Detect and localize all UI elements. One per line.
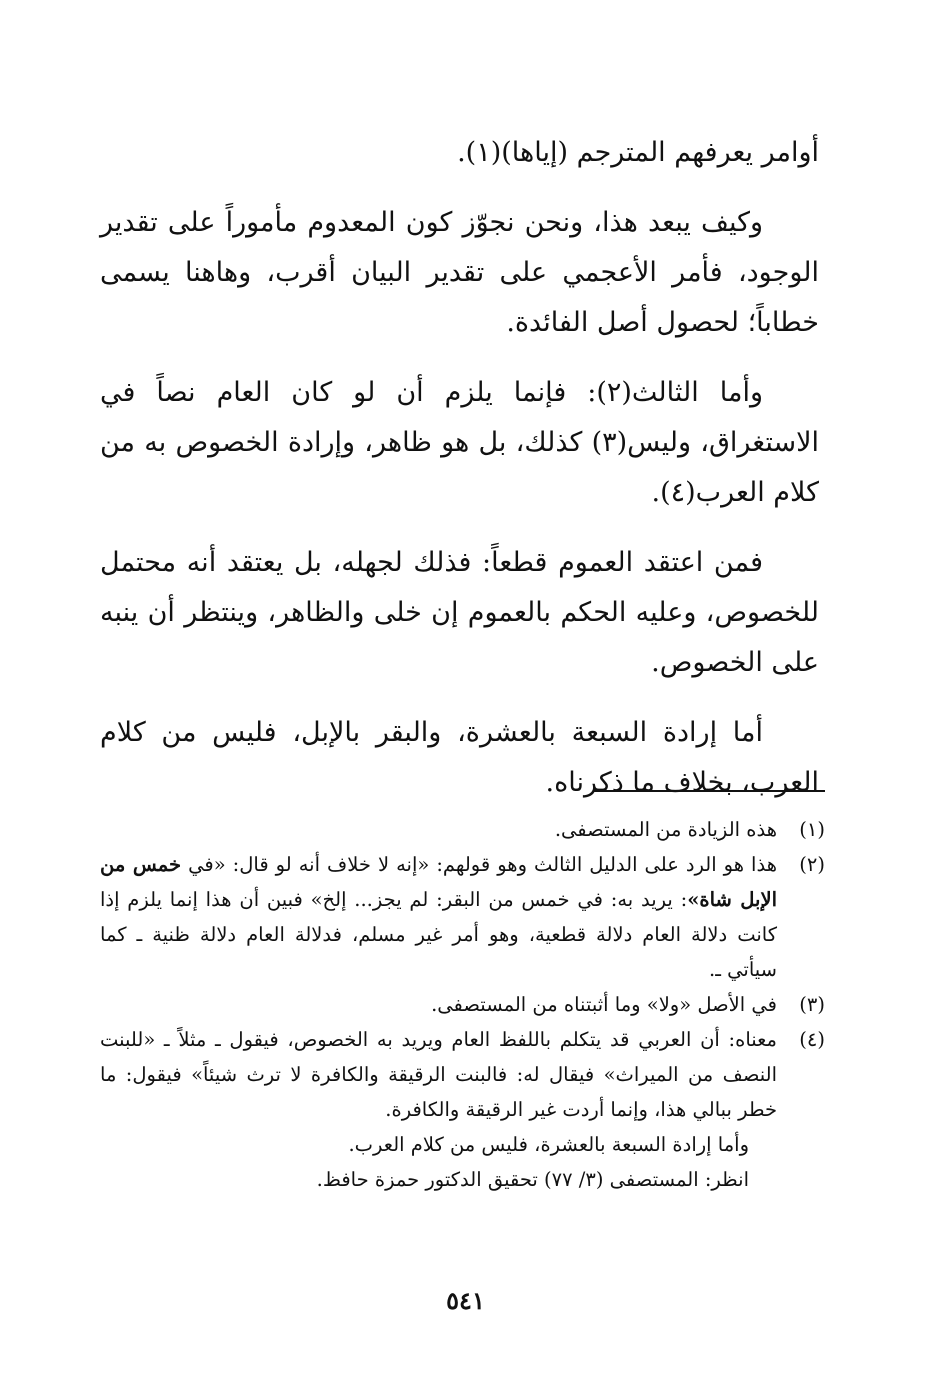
footnote-reference: انظر: المستصفى (٣/ ٧٧) تحقيق الدكتور حمزة حافظ. — [316, 1168, 749, 1191]
footnote-line: وأما إرادة السبعة بالعشرة، فليس من كلام العرب. — [348, 1133, 749, 1156]
footnote-bold-quote: خمس من الإبل شاة» — [100, 853, 777, 911]
paragraph-1: أوامر يعرفهم المترجم (إياها)(١). — [457, 137, 819, 168]
footnotes — [100, 812, 825, 1197]
footnote-text-part: : يريد به: في خمس من البقر: لم يجز... إلخ» فبين أن هذا إنما يلزم إذا كانت دلالة العام دلالة قطعية، وهو أمر غير مسلم، فدلالة العام دلالة ظنية ـ كما سيأتي ـ. — [100, 888, 777, 981]
main-text — [100, 128, 819, 828]
footnote-number: (٣) — [799, 993, 825, 1016]
footnote-line: معناه: أن العربي قد يتكلم باللفظ العام ويريد به الخصوص، فيقول ـ مثلاً ـ «للبنت النصف من الميراث» فيقال له: فالبنت الرقيقة والكافرة لا ترث شيئاً» فيقول: ما خطر ببالي هذا، وإنما أردت غير الرقيقة والكافرة. — [100, 1028, 777, 1121]
paragraph-3: وأما الثالث(٢): فإنما يلزم أن لو كان العام نصاً في الاستغراق، وليس(٣) كذلك، بل هو ظاهر، وإرادة الخصوص به من كلام العرب(٤). — [100, 377, 819, 508]
footnote-divider — [593, 790, 825, 792]
paragraph-5: أما إرادة السبعة بالعشرة، والبقر بالإبل، فليس من كلام العرب، بخلاف ما ذكرناه. — [100, 717, 819, 798]
footnote-text-part: هذا هو الرد على الدليل الثالث وهو قولهم: «إنه لا خلاف أنه لو قال: «في — [188, 853, 777, 876]
footnote-text: في الأصل «ولا» وما أثبتناه من المستصفى. — [431, 993, 777, 1016]
footnote-text — [100, 1022, 777, 1197]
footnote-number: (٢) — [799, 853, 825, 876]
footnote-1 — [100, 812, 825, 847]
footnote-text: هذه الزيادة من المستصفى. — [554, 818, 777, 841]
footnote-3 — [100, 987, 825, 1022]
footnote-number: (١) — [799, 818, 825, 841]
footnote-number: (٤) — [799, 1028, 825, 1051]
paragraph-2: وكيف يبعد هذا، ونحن نجوّز كون المعدوم مأموراً على تقدير الوجود، فأمر الأعجمي على تقدير البيان أقرب، وهاهنا يسمى خطاباً؛ لحصول أصل الفائدة. — [100, 207, 819, 338]
footnote-2 — [100, 847, 825, 987]
page-number: ٥٤١ — [446, 1286, 485, 1315]
footnote-text — [100, 847, 777, 987]
footnote-4 — [100, 1022, 825, 1197]
paragraph-4: فمن اعتقد العموم قطعاً: فذلك لجهله، بل يعتقد أنه محتمل للخصوص، وعليه الحكم بالعموم إن خلى والظاهر، وينتظر أن ينبه على الخصوص. — [100, 547, 819, 678]
